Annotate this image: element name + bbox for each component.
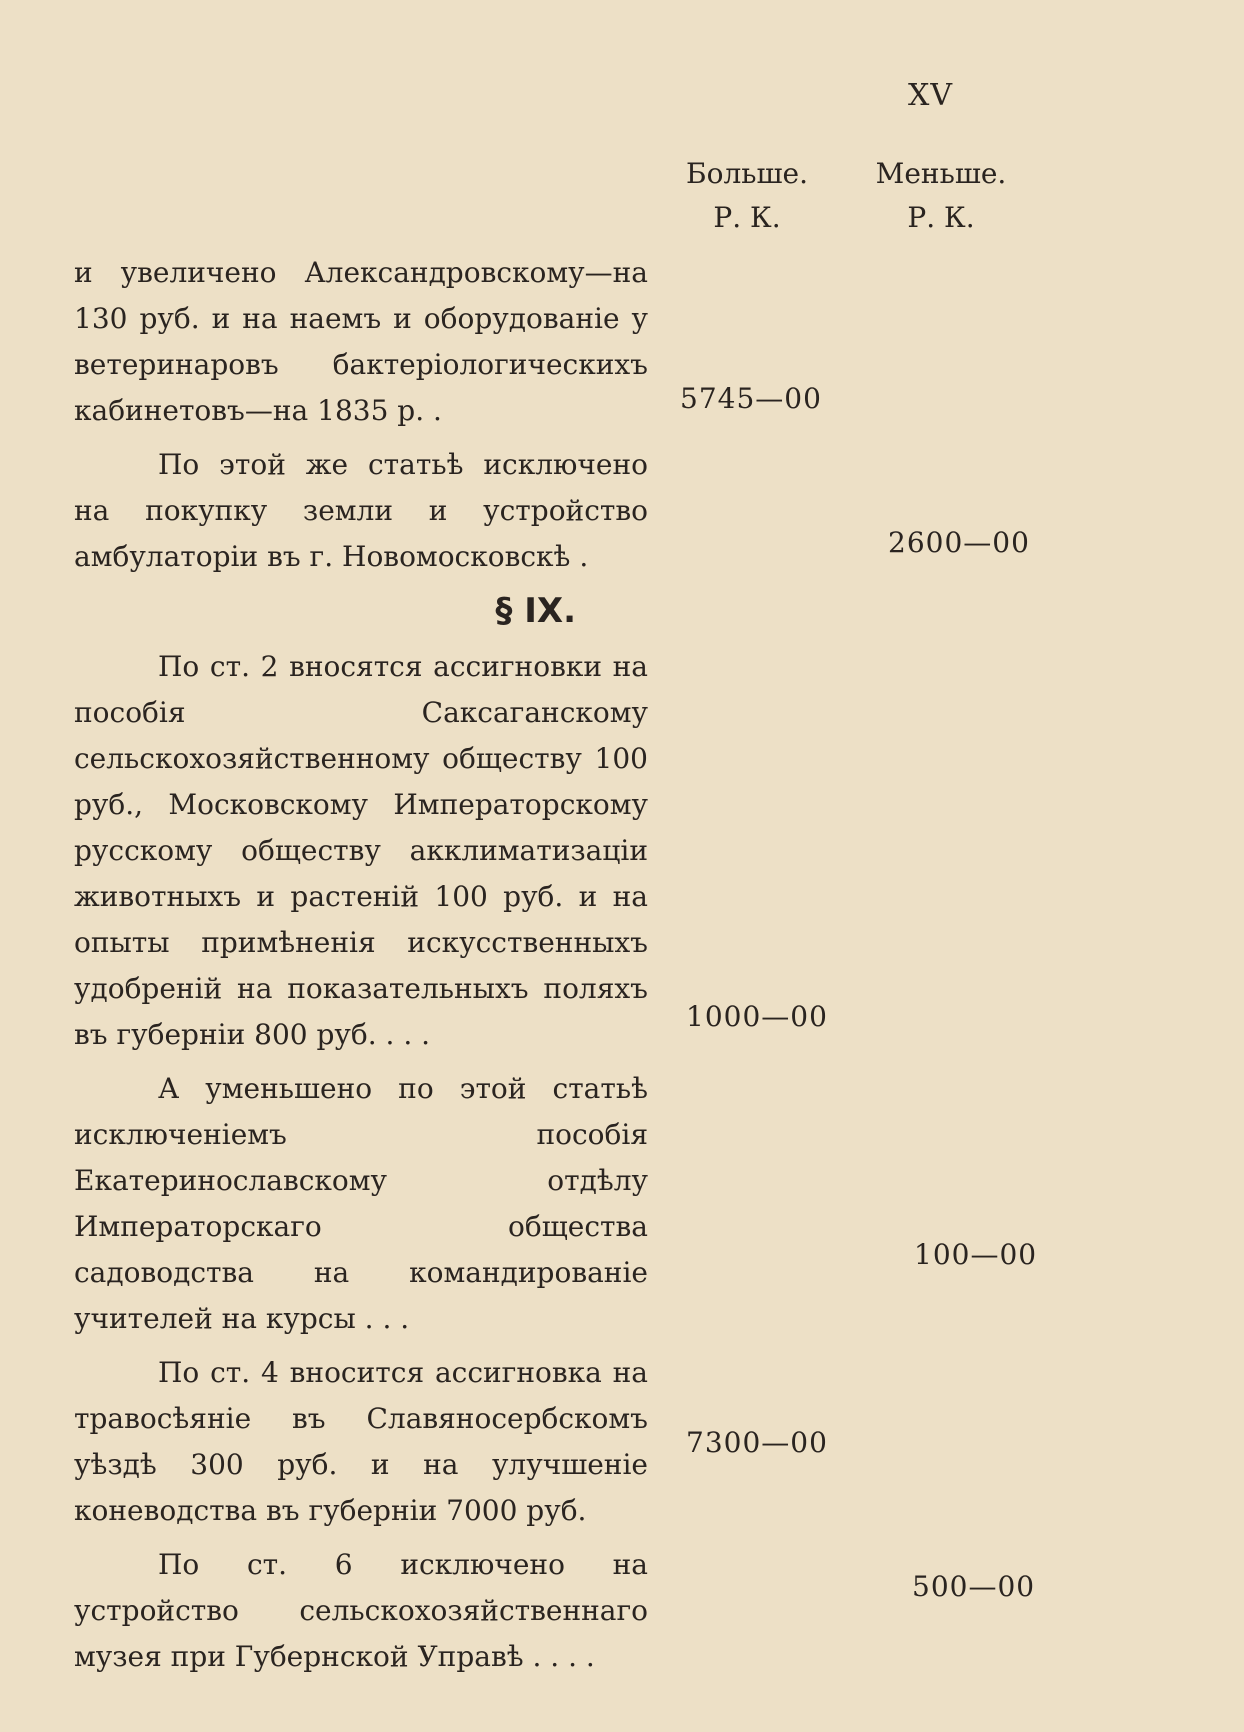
- paragraph-text: А уменьшено по этой статьѣ исключеніемъ пособія Екатеринославскому отдѣлу Императорскаго общества садоводства на командированіе учителей на курсы . . .: [74, 1072, 648, 1335]
- paragraph-text: и увеличено Александровскому—на 130 руб. и на наемъ и оборудованіе у ветеринаровъ бактеріологическихъ кабинетовъ—на 1835 р. .: [74, 256, 648, 427]
- column-label-more: Больше.: [686, 157, 808, 190]
- paragraph-2: [74, 442, 648, 580]
- column-units-less: Р. К.: [907, 201, 975, 234]
- paragraph-1: [74, 250, 648, 434]
- column-label-less: Меньше.: [875, 157, 1007, 190]
- paragraph-4: [74, 1066, 648, 1342]
- paragraph-text: По ст. 4 вносится ассигновка на травосѣяніе въ Славяносербскомъ уѣздѣ 300 руб. и на улучшеніе коневодства въ губерніи 7000 руб.: [74, 1356, 648, 1527]
- paragraph-3: [74, 644, 648, 1058]
- amount-less-4: 100—00: [914, 1238, 1038, 1271]
- text-body: [74, 250, 648, 1688]
- page-number: XV: [908, 78, 954, 113]
- section-heading: § IX.: [495, 591, 576, 631]
- amount-less-2: 2600—00: [888, 526, 1030, 559]
- paragraph-6: [74, 1542, 648, 1680]
- paragraph-text: По ст. 2 вносятся ассигновки на пособія Саксаганскому сельскохозяйственному обществу 100 руб., Московскому Императорскому русскому обществу акклиматизаціи животныхъ и растеній 100 руб. и на опыты примѣненія искусственныхъ удобреній на показательныхъ поляхъ въ губерніи 800 руб. . . .: [74, 650, 648, 1051]
- paragraph-text: По ст. 6 исключено на устройство сельскохозяйственнаго музея при Губернской Управѣ . . . .: [74, 1548, 648, 1673]
- amount-less-6: 500—00: [912, 1570, 1036, 1603]
- column-header-less: [866, 152, 1016, 240]
- paragraph-text: По этой же статьѣ исключено на покупку земли и устройство амбулаторіи въ г. Новомосковскѣ .: [74, 448, 648, 573]
- amount-more-5: 7300—00: [686, 1426, 828, 1459]
- column-units-more: Р. К.: [713, 201, 781, 234]
- amount-more-3: 1000—00: [686, 1000, 828, 1033]
- column-header-more: [672, 152, 822, 240]
- paragraph-5: [74, 1350, 648, 1534]
- amount-more-1: 5745—00: [680, 382, 822, 415]
